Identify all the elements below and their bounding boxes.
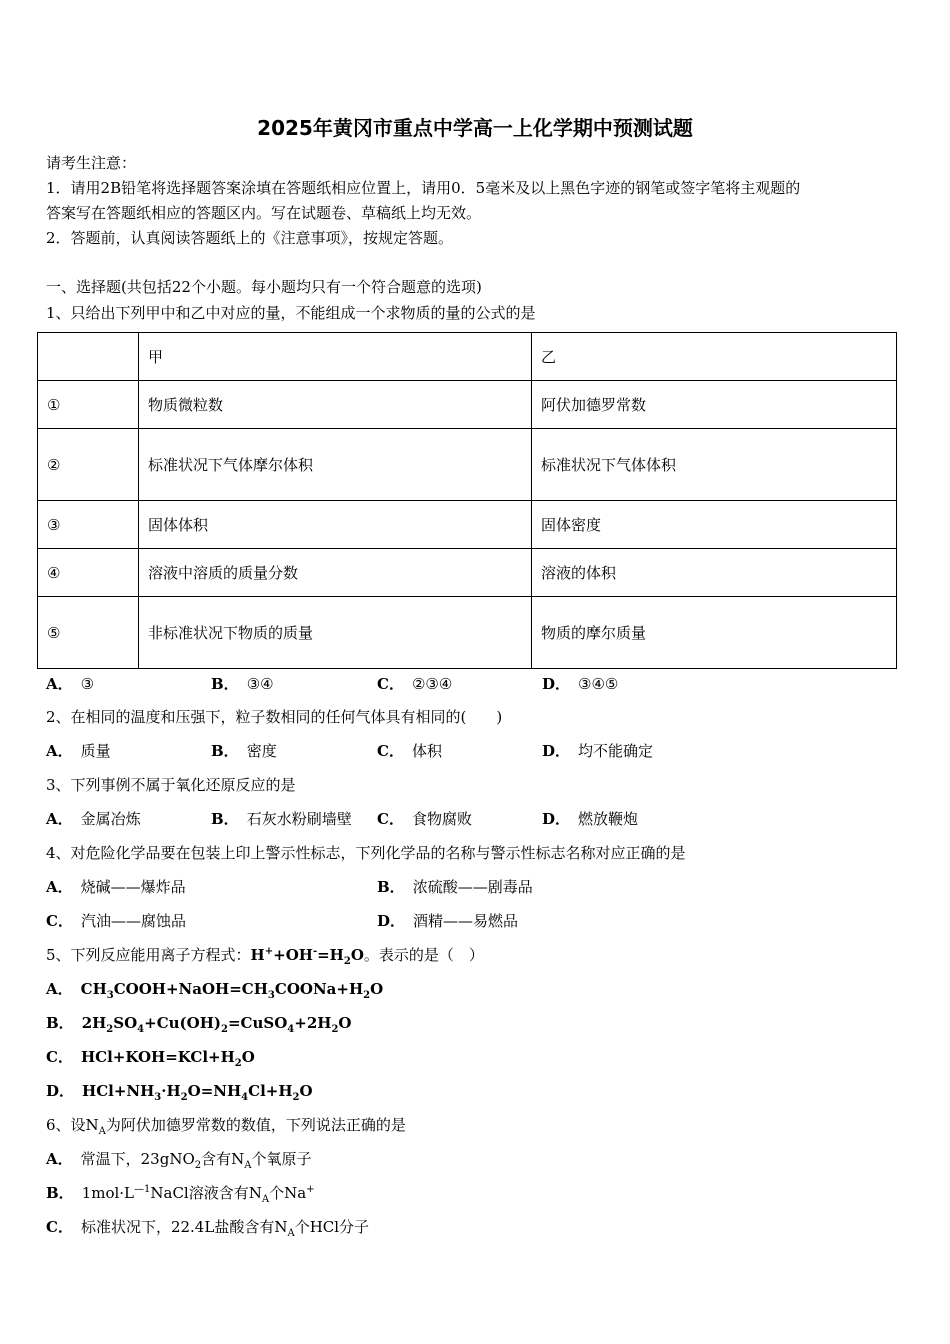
table-cell: 固体体积 xyxy=(139,501,532,549)
q5-option-d xyxy=(46,1080,313,1103)
option-label: B． xyxy=(46,1014,74,1032)
table-row xyxy=(38,381,897,429)
option-text: ③ xyxy=(80,675,95,693)
table-cell: 物质的摩尔质量 xyxy=(532,597,897,669)
option-label: C． xyxy=(377,810,404,828)
option-text: ③④⑤ xyxy=(578,675,619,693)
q5-option-b xyxy=(46,1012,351,1035)
q4-stem: 4、对危险化学品要在包装上印上警示性标志，下列化学品的名称与警示性标志名称对应正确的是 xyxy=(46,844,686,862)
q6-option-a xyxy=(46,1148,312,1171)
q6-stem-prefix: 6、设N xyxy=(46,1116,99,1134)
table-row xyxy=(38,597,897,669)
table-row xyxy=(38,501,897,549)
option-text: 汽油——腐蚀品 xyxy=(80,912,186,930)
table-header-cell: 甲 xyxy=(139,333,532,381)
option-label: D． xyxy=(542,810,571,828)
q5-option-a xyxy=(46,978,383,1001)
option-text: 烧碱——爆炸品 xyxy=(80,878,186,896)
notice-item2: 2．答题前，认真阅读答题纸上的《注意事项》，按规定答题。 xyxy=(46,229,454,247)
option-text: 金属冶炼 xyxy=(80,810,141,828)
option-label: A． xyxy=(46,980,73,998)
option-text: 酒精——易燃品 xyxy=(413,912,519,930)
option-label: D． xyxy=(542,742,571,760)
table-cell: ② xyxy=(38,429,139,501)
table-cell: 固体密度 xyxy=(532,501,897,549)
option-label: C． xyxy=(377,742,404,760)
table-cell: ④ xyxy=(38,549,139,597)
q3-stem: 3、下列事例不属于氧化还原反应的是 xyxy=(46,776,296,794)
q4-option-a xyxy=(46,876,186,897)
table-cell: ⑤ xyxy=(38,597,139,669)
table-row xyxy=(38,549,897,597)
option-text: 质量 xyxy=(80,742,111,760)
q1-option-c xyxy=(377,673,452,694)
q4-option-d xyxy=(377,910,518,931)
q5-stem-suffix: 。表示的是（ ） xyxy=(363,946,484,964)
section-heading: 一、选择题(共包括22个小题。每小题均只有一个符合题意的选项) xyxy=(46,278,482,296)
notice-item1-line1: 1．请用2B铅笔将选择题答案涂填在答题纸相应位置上，请用0．5毫米及以上黑色字迹的钢笔或签字笔将主观题的 xyxy=(46,179,801,197)
table-cell: ③ xyxy=(38,501,139,549)
option-label: A． xyxy=(46,742,73,760)
option-label: B． xyxy=(211,810,239,828)
table-cell: 非标准状况下物质的质量 xyxy=(139,597,532,669)
option-text: 浓硫酸——剧毒品 xyxy=(412,878,533,896)
q4-option-c xyxy=(46,910,186,931)
q5-stem-prefix: 5、下列反应能用离子方程式： xyxy=(46,946,251,964)
option-text: 燃放鞭炮 xyxy=(578,810,639,828)
option-label: A． xyxy=(46,878,73,896)
option-label: A． xyxy=(46,1150,73,1168)
table-cell: ① xyxy=(38,381,139,429)
table-header-row xyxy=(38,333,897,381)
option-formula: $HCl+KOH=KCl+H_2O$ xyxy=(80,1048,255,1069)
option-text: 均不能确定 xyxy=(578,742,654,760)
option-label: B． xyxy=(377,878,405,896)
option-label: D． xyxy=(542,675,571,693)
q3-option-c xyxy=(377,808,472,829)
option-label: D． xyxy=(46,1082,75,1100)
option-formula: $2H_2SO_4+Cu(OH)_2=CuSO_4+2H_2O$ xyxy=(81,1014,352,1035)
q5-stem xyxy=(46,944,484,967)
q6-option-b xyxy=(46,1182,315,1205)
q1-option-b xyxy=(211,673,274,694)
table-cell: 溶液中溶质的质量分数 xyxy=(139,549,532,597)
table-cell: 溶液的体积 xyxy=(532,549,897,597)
q6-stem-subscript: A xyxy=(98,1126,106,1137)
table-header-cell xyxy=(38,333,139,381)
option-text: $1mol\cdot L^{—1}NaCl$溶液含有$N_A$个Na+ xyxy=(81,1184,315,1205)
option-label: C． xyxy=(377,675,404,693)
option-label: A． xyxy=(46,810,73,828)
q6-stem xyxy=(46,1114,406,1137)
option-text: ③④ xyxy=(246,675,274,693)
q3-option-a xyxy=(46,808,141,829)
option-label: D． xyxy=(377,912,406,930)
option-text: ②③④ xyxy=(411,675,453,693)
option-label: C． xyxy=(46,912,73,930)
q2-option-c xyxy=(377,740,442,761)
q2-option-d xyxy=(542,740,653,761)
option-text: 体积 xyxy=(411,742,442,760)
q1-stem: 1、只给出下列甲中和乙中对应的量，不能组成一个求物质的量的公式的是 xyxy=(46,304,536,322)
option-text: 石灰水粉刷墙壁 xyxy=(246,810,352,828)
table-header-cell: 乙 xyxy=(532,333,897,381)
q1-option-a xyxy=(46,673,94,694)
q1-table xyxy=(37,332,897,669)
q3-option-b xyxy=(211,808,352,829)
option-label: C． xyxy=(46,1218,73,1236)
q3-option-d xyxy=(542,808,638,829)
option-text: 食物腐败 xyxy=(411,810,472,828)
table-cell: 标准状况下气体摩尔体积 xyxy=(139,429,532,501)
q6-option-c xyxy=(46,1216,369,1239)
q1-option-d xyxy=(542,673,618,694)
option-label: A． xyxy=(46,675,73,693)
option-label: C． xyxy=(46,1048,73,1066)
option-label: B． xyxy=(211,675,239,693)
option-text: 常温下，23gNO$_2$含有$N_A$个氧原子 xyxy=(80,1150,312,1171)
option-text: 密度 xyxy=(246,742,277,760)
q2-option-a xyxy=(46,740,111,761)
q5-option-c xyxy=(46,1046,255,1069)
notice-item1-line2: 答案写在答题纸相应的答题区内。写在试题卷、草稿纸上均无效。 xyxy=(46,204,482,222)
q4-option-b xyxy=(377,876,533,897)
table-cell: 物质微粒数 xyxy=(139,381,532,429)
notice-heading: 请考生注意： xyxy=(46,154,137,172)
option-text: 标准状况下，22.4L盐酸含有$N_A$个HCl分子 xyxy=(80,1218,370,1239)
option-label: B． xyxy=(46,1184,74,1202)
q6-stem-suffix: 为阿伏加德罗常数的数值，下列说法正确的是 xyxy=(105,1116,406,1134)
option-formula: $CH_3COOH+NaOH=CH_3COONa+H_2O$ xyxy=(80,980,384,1001)
table-cell: 阿伏加德罗常数 xyxy=(532,381,897,429)
q2-option-b xyxy=(211,740,277,761)
option-formula: $HCl+NH_3\cdot H_2O=NH_4Cl+H_2O$ xyxy=(82,1082,313,1103)
q5-ionic-equation: $H^++OH^-=H_2O$ xyxy=(250,946,364,967)
option-label: B． xyxy=(211,742,239,760)
table-cell: 标准状况下气体体积 xyxy=(532,429,897,501)
q2-stem: 2、在相同的温度和压强下，粒子数相同的任何气体具有相同的( ) xyxy=(46,708,503,726)
page-title: 2025年黄冈市重点中学高一上化学期中预测试题 xyxy=(257,116,693,140)
table-row xyxy=(38,429,897,501)
